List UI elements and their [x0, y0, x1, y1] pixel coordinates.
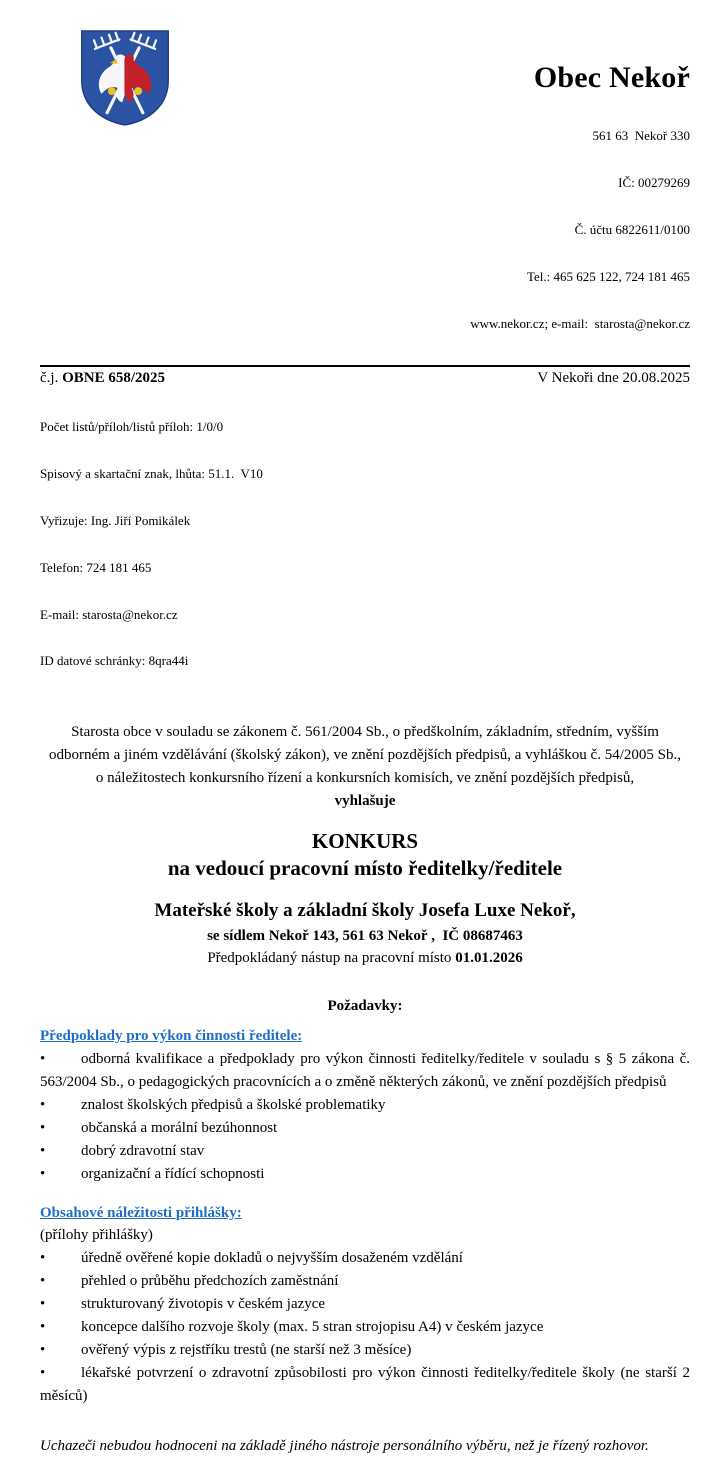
list-item-text: dobrý zdravotní stav: [81, 1143, 205, 1160]
bullet-icon: •: [40, 1365, 46, 1382]
list-item: [40, 1316, 690, 1339]
meta-line-file-mark: Spisový a skartační znak, lhůta: 51.1. V10: [40, 466, 263, 482]
reference-label: č.j.: [40, 370, 63, 387]
list-item: [40, 1247, 690, 1270]
bullet-icon: •: [40, 1166, 46, 1183]
reference-number: OBNE 658/2025: [62, 370, 166, 387]
nekor-coat-of-arms-icon: [78, 28, 172, 126]
start-date-line: [40, 947, 690, 970]
list-item-text: strukturovaný životopis v českém jazyce: [81, 1296, 326, 1313]
main-title: [40, 828, 690, 882]
org-ic: IČ: 00279269: [618, 175, 690, 191]
reference-row: [40, 368, 690, 388]
list-item: [40, 1339, 690, 1362]
bullet-icon: •: [40, 1120, 46, 1137]
main-title-line2: na vedoucí pracovní místo ředitelky/ředitele: [167, 856, 563, 881]
list-item: [40, 1117, 690, 1140]
meta-line-databox: ID datové schránky: 8qra44i: [40, 653, 189, 669]
requirements-heading: Požadavky:: [327, 998, 403, 1015]
bullet-icon: •: [40, 1273, 46, 1290]
org-name: Obec Nekoř: [533, 61, 690, 95]
reference-number-line: [40, 368, 165, 388]
meta-line-phone: Telefon: 724 181 465: [40, 559, 152, 575]
header-divider: [40, 365, 690, 367]
bullet-icon: •: [40, 1051, 46, 1068]
list-item: [40, 1048, 690, 1094]
org-account: Č. účtu 6822611/0100: [574, 221, 690, 237]
main-title-line1: KONKURS: [311, 829, 419, 854]
list-item: [40, 1362, 690, 1408]
list-item-text: lékařské potvrzení o zdravotní způsobilosti pro výkon činnosti ředitelky/ředitele školy (ne starší 2 měsíců): [40, 1365, 690, 1405]
list-item-text: odborná kvalifikace a předpoklady pro výkon činnosti ředitelky/ředitele v souladu s § 5 zákona č. 563/2004 Sb., o pedagogických pracovnících a o změně některých zákonů, ve znění pozdějších předpisů: [40, 1051, 690, 1091]
meta-line-sheets: Počet listů/příloh/listů příloh: 1/0/0: [40, 419, 224, 435]
section-application-heading: Obsahové náležitosti přihlášky:: [40, 1205, 242, 1222]
school-name: Mateřské školy a základní školy Josefa Luxe Nekoř,: [154, 900, 576, 922]
list-item: [40, 1293, 690, 1316]
bullet-icon: •: [40, 1342, 46, 1359]
letterhead-contact-block: [470, 28, 690, 362]
bullet-icon: •: [40, 1143, 46, 1160]
list-item-text: občanská a morální bezúhonnost: [81, 1120, 278, 1137]
start-date-value: 01.01.2026: [455, 950, 523, 967]
prerequisites-list: [40, 1048, 690, 1186]
list-item-text: úředně ověřené kopie dokladů o nejvyšším dosaženém vzdělání: [81, 1250, 463, 1267]
bullet-icon: •: [40, 1250, 46, 1267]
meta-line-email: E-mail: starosta@nekor.cz: [40, 606, 178, 622]
section-prerequisites-heading: Předpoklady pro výkon činnosti ředitele:: [40, 1028, 303, 1045]
org-address: 561 63 Nekoř 330: [592, 128, 690, 144]
list-item-text: organizační a řídící schopnosti: [81, 1166, 265, 1183]
list-item: [40, 1163, 690, 1186]
bullet-icon: •: [40, 1319, 46, 1336]
org-web-email: www.nekor.cz; e-mail: starosta@nekor.cz: [470, 315, 690, 331]
selection-method-note: Uchazeči nebudou hodnoceni na základě jiného nástroje personálního výběru, než je řízený rozhovor.: [40, 1438, 649, 1455]
bullet-icon: •: [40, 1097, 46, 1114]
section-application-subheading: (přílohy přihlášky): [40, 1227, 153, 1244]
list-item: [40, 1140, 690, 1163]
announce-word: vyhlašuje: [334, 793, 396, 810]
list-item-text: ověřený výpis z rejstříku trestů (ne starší než 3 měsíce): [81, 1342, 412, 1359]
start-date-prefix: Předpokládaný nástup na pracovní místo: [207, 950, 456, 967]
list-item: [40, 1270, 690, 1293]
org-phone: Tel.: 465 625 122, 724 181 465: [526, 268, 690, 284]
letterhead: [40, 28, 690, 362]
list-item-text: koncepce dalšího rozvoje školy (max. 5 stran strojopisu A4) v českém jazyce: [81, 1319, 544, 1336]
document-meta-block: [40, 388, 690, 700]
date-line: V Nekoři dne 20.08.2025: [537, 370, 690, 387]
list-item: [40, 1094, 690, 1117]
list-item-text: přehled o průběhu předchozích zaměstnání: [81, 1273, 339, 1290]
bullet-icon: •: [40, 1296, 46, 1313]
school-address: se sídlem Nekoř 143, 561 63 Nekoř , IČ 08687463: [207, 928, 523, 945]
meta-line-handled-by: Vyřizuje: Ing. Jiří Pomikálek: [40, 513, 191, 529]
intro-paragraph: Starosta obce v souladu se zákonem č. 561/2004 Sb., o předškolním, základním, středním, vyšším odborném a jiném vzdělávání (školský zákon), ve znění pozdějších předpisů, a vyhláškou č. 54/2005 Sb., o náležitostech konkursního řízení a konkursních komisích, ve znění pozdějších předpisů,: [49, 724, 681, 787]
application-list: [40, 1247, 690, 1408]
list-item-text: znalost školských předpisů a školské problematiky: [81, 1097, 386, 1114]
